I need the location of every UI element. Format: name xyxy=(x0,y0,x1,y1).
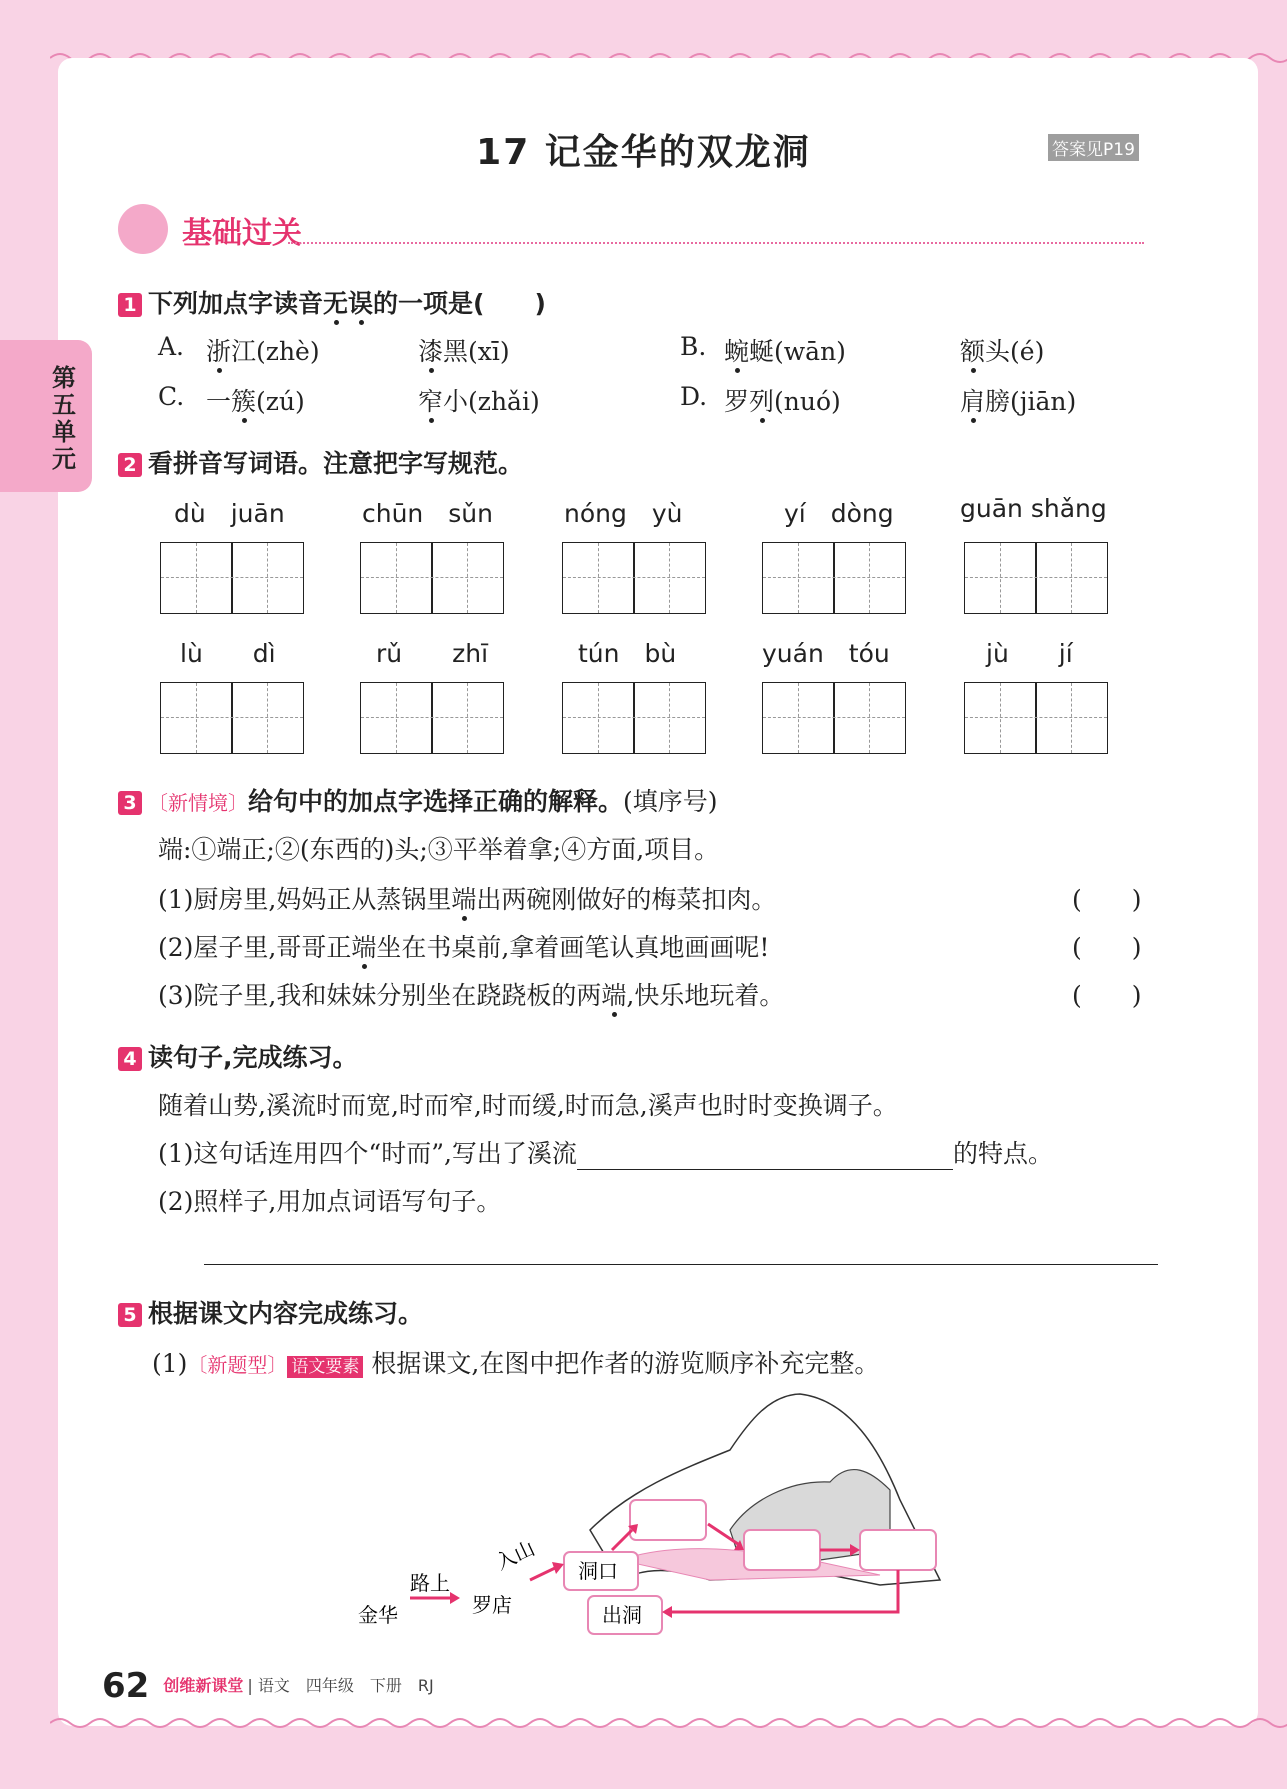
emphasis-char: 无 xyxy=(323,289,349,318)
page-footer xyxy=(102,1666,434,1706)
brand-name: 创维新课堂 xyxy=(163,1675,244,1695)
label-dongkou: 洞口 xyxy=(578,1559,618,1583)
writing-grid[interactable] xyxy=(762,542,906,614)
section-mascot-icon xyxy=(118,204,168,254)
definition-line: 端:①端正;②(东西的)头;③平举着拿;④方面,项目。 xyxy=(158,835,720,864)
blank-box-3 xyxy=(860,1530,936,1570)
writing-grid[interactable] xyxy=(360,542,504,614)
label-jinhua: 金华 xyxy=(358,1603,398,1627)
section-divider xyxy=(288,242,1144,244)
bottom-wavy-border xyxy=(50,1715,1287,1731)
answer-paren[interactable]: ( ) xyxy=(1072,981,1142,1010)
question-number: 2 xyxy=(118,453,142,477)
option-c-item-1: 一簇(zú) xyxy=(206,387,305,416)
pinyin-label: nóng yù xyxy=(564,499,683,528)
unit-side-tab xyxy=(0,340,92,492)
question-5 xyxy=(118,1294,423,1330)
page-number: 62 xyxy=(102,1666,150,1706)
question-1 xyxy=(118,284,546,320)
pinyin-label: rǔ zhī xyxy=(376,639,489,668)
page-title: 17 记金华的双龙洞 xyxy=(476,132,811,173)
question-text: 给句中的加点字选择正确的解释。 xyxy=(248,787,624,816)
question-text: 的一项是( ) xyxy=(373,289,546,318)
question-text: 读句子,完成练习。 xyxy=(148,1043,358,1072)
answer-blank xyxy=(577,1143,953,1170)
label-lushang: 路上 xyxy=(410,1571,450,1595)
section-title: 基础过关 xyxy=(182,216,302,251)
pinyin-label: lù dì xyxy=(180,639,276,668)
option-b-item-1: 蜿蜒(wān) xyxy=(724,337,846,366)
pinyin-label: jù jí xyxy=(986,639,1073,668)
question-number: 1 xyxy=(118,293,142,317)
option-a-item-1: 浙江(zhè) xyxy=(206,337,320,366)
option-c-item-2: 窄小(zhǎi) xyxy=(418,387,540,416)
question-3 xyxy=(118,782,718,818)
pinyin-label: dù juān xyxy=(174,499,285,528)
question-2 xyxy=(118,444,523,480)
question-note: (填序号) xyxy=(623,787,718,816)
blank-box-2 xyxy=(744,1530,820,1570)
writing-grid[interactable] xyxy=(360,682,504,754)
writing-grid[interactable] xyxy=(964,542,1108,614)
option-d-item-1: 罗列(nuó) xyxy=(724,387,841,416)
label-luodian: 罗店 xyxy=(472,1593,512,1617)
pinyin-label: yí dòng xyxy=(784,499,894,528)
pinyin-label: guān shǎng xyxy=(960,494,1107,523)
unit-label: 第五单元 xyxy=(52,363,76,473)
label-chudong: 出洞 xyxy=(602,1603,642,1627)
writing-grid[interactable] xyxy=(762,682,906,754)
answer-reference-badge: 答案见P19 xyxy=(1048,134,1139,161)
label-rushan: 入山 xyxy=(491,1535,539,1575)
writing-grid[interactable] xyxy=(964,682,1108,754)
question-text: 下列加点字读音 xyxy=(148,289,324,318)
option-a-label: A. xyxy=(158,332,185,361)
arrow-2 xyxy=(530,1568,555,1580)
pinyin-label: yuán tóu xyxy=(762,639,890,668)
writing-grid[interactable] xyxy=(160,682,304,754)
writing-grid[interactable] xyxy=(562,542,706,614)
question-text: 根据课文内容完成练习。 xyxy=(148,1299,424,1328)
sentence-1: (1)厨房里,妈妈正从蒸锅里端出两碗刚做好的梅菜扣肉。 xyxy=(158,885,777,914)
question-number: 5 xyxy=(118,1303,142,1327)
question-number: 3 xyxy=(118,791,142,815)
blank-box-1 xyxy=(630,1500,706,1540)
question-5-part-1: (1)〔新题型〕 语文要素 根据课文,在图中把作者的游览顺序补充完整。 xyxy=(152,1349,880,1378)
new-context-tag: 〔新情境〕 xyxy=(148,791,248,815)
option-d-label: D. xyxy=(680,382,708,411)
writing-grid[interactable] xyxy=(562,682,706,754)
pinyin-label: tún bù xyxy=(578,639,677,668)
book-meta: | 语文 四年级 下册 RJ xyxy=(247,1675,434,1695)
tour-route-diagram xyxy=(350,1390,970,1640)
section-header xyxy=(118,204,1160,254)
sentence-3: (3)院子里,我和妹妹分别坐在跷跷板的两端,快乐地玩着。 xyxy=(158,981,785,1010)
question-number: 4 xyxy=(118,1047,142,1071)
answer-line[interactable] xyxy=(204,1264,1158,1265)
option-d-item-2: 肩膀(jiān) xyxy=(960,387,1077,416)
emphasis-char: 误 xyxy=(348,289,374,318)
pinyin-label: chūn sǔn xyxy=(362,499,493,528)
question-4-part-2: (2)照样子,用加点词语写句子。 xyxy=(158,1187,502,1216)
option-b-label: B. xyxy=(680,332,707,361)
option-c-label: C. xyxy=(158,382,185,411)
question-4 xyxy=(118,1038,358,1074)
option-b-item-2: 额头(é) xyxy=(960,337,1045,366)
option-a-item-2: 漆黑(xī) xyxy=(418,337,510,366)
question-4-part-1: (1)这句话连用四个“时而”,写出了溪流 的特点。 xyxy=(158,1139,1053,1168)
sentence-2: (2)屋子里,哥哥正端坐在书桌前,拿着画笔认真地画画呢! xyxy=(158,933,770,962)
answer-paren[interactable]: ( ) xyxy=(1072,885,1142,914)
quoted-sentence: 随着山势,溪流时而宽,时而窄,时而缓,时而急,溪声也时时变换调子。 xyxy=(158,1091,898,1120)
writing-grid[interactable] xyxy=(160,542,304,614)
answer-paren[interactable]: ( ) xyxy=(1072,933,1142,962)
question-text: 看拼音写词语。注意把字写规范。 xyxy=(148,449,524,478)
